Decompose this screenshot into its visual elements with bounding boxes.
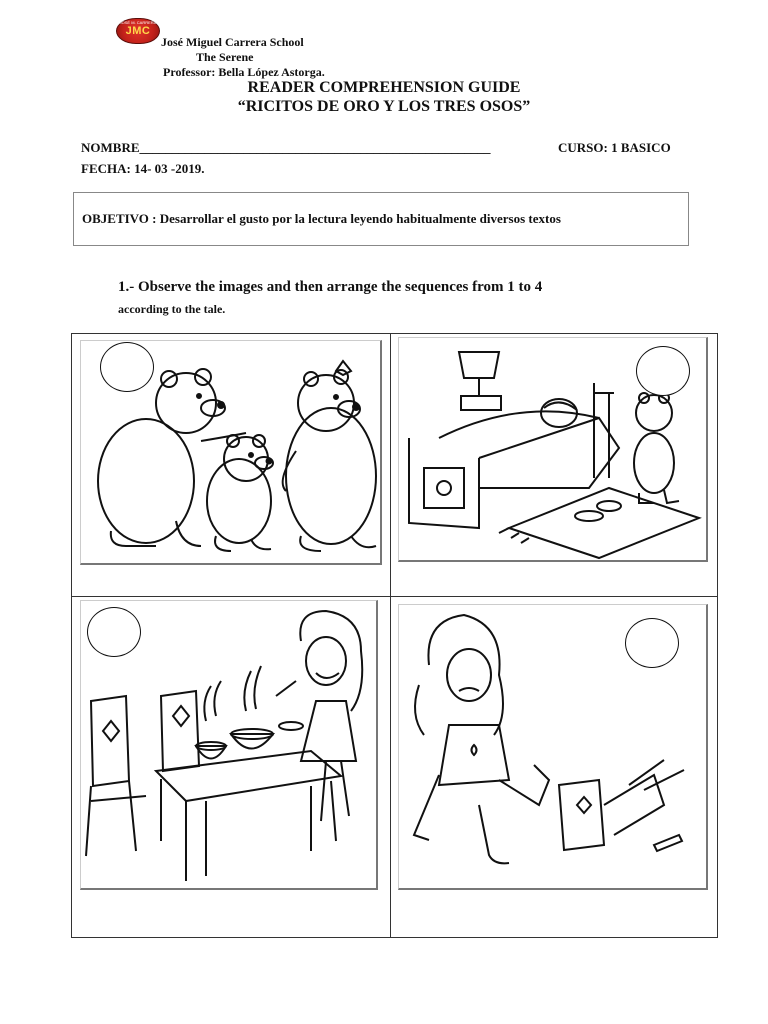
order-circle-1[interactable] bbox=[100, 342, 154, 392]
order-circle-3[interactable] bbox=[87, 607, 141, 657]
school-city: The Serene bbox=[196, 50, 254, 64]
order-circle-4[interactable] bbox=[625, 618, 679, 668]
grid-divider-horizontal bbox=[71, 596, 718, 597]
guide-title: READER COMPREHENSION GUIDE bbox=[247, 79, 521, 96]
school-logo: JOSÉ M. CARRERA JMC bbox=[116, 18, 160, 44]
nombre-field[interactable]: NOMBRE______________________________________________________ bbox=[81, 140, 491, 155]
question-1-instruction-cont: according to the tale. bbox=[118, 302, 226, 316]
fecha-label: FECHA: 14- 03 -2019. bbox=[81, 161, 205, 176]
story-title: “RICITOS DE ORO Y LOS TRES OSOS” bbox=[237, 98, 531, 115]
curso-label: CURSO: 1 BASICO bbox=[558, 140, 671, 155]
grid-divider-vertical bbox=[390, 333, 391, 938]
professor-name: Professor: Bella López Astorga. bbox=[163, 65, 325, 79]
question-1-instruction: 1.- Observe the images and then arrange the sequences from 1 to 4 bbox=[118, 279, 543, 295]
logo-text: JMC bbox=[125, 25, 151, 37]
objective-text: OBJETIVO : Desarrollar el gusto por la lectura leyendo habitualmente diversos textos bbox=[82, 211, 561, 226]
order-circle-2[interactable] bbox=[636, 346, 690, 396]
school-name: José Miguel Carrera School bbox=[161, 35, 304, 49]
